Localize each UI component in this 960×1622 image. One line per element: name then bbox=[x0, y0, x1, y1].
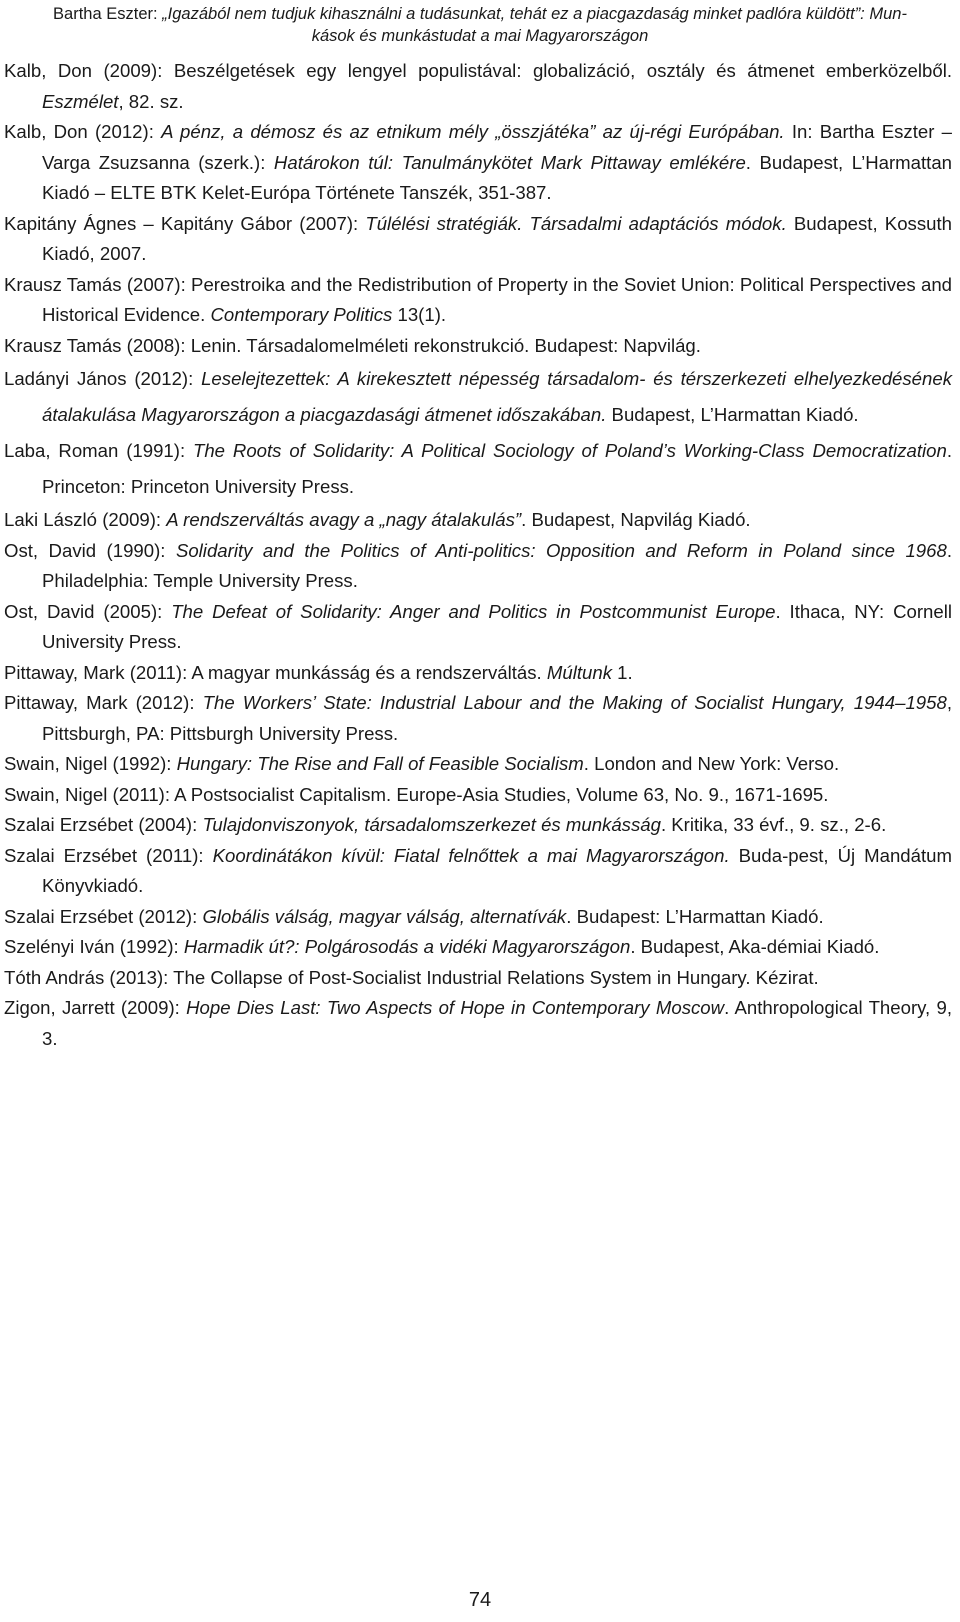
entry-text: Szalai Erzsébet (2011): bbox=[4, 844, 213, 866]
bibliography-entry bbox=[4, 536, 952, 597]
entry-title-italic: Harmadik út?: Polgárosodás a vidéki Magyarországon bbox=[183, 936, 631, 957]
bibliography-list bbox=[4, 56, 952, 1054]
page-number: 74 bbox=[468, 1589, 492, 1611]
entry-text: . London and New York: Verso. bbox=[583, 753, 840, 774]
entry-text: Buda-pest, Új Mandátum Könyvkiadó. bbox=[42, 844, 952, 896]
bibliography-entry bbox=[4, 688, 952, 749]
running-header bbox=[0, 3, 960, 47]
entry-title-italic: A rendszerváltás avagy a „nagy átalakulás” bbox=[166, 509, 522, 530]
bibliography-entry bbox=[4, 658, 952, 689]
entry-title-italic: Hungary: The Rise and Fall of Feasible Socialism bbox=[176, 753, 584, 774]
entry-text: Swain, Nigel (1992): bbox=[4, 753, 177, 774]
entry-text: In: Bartha Eszter – Varga Zsuzsanna (szerk.): bbox=[42, 121, 953, 173]
header-title-part-1: „Igazából nem tudjuk kihasználni a tudásunkat, tehát ez a piacgazdaság minket padlóra küldött”: Mun- bbox=[162, 5, 907, 23]
entry-text: Kapitány Ágnes – Kapitány Gábor (2007): bbox=[4, 212, 366, 234]
entry-text: Budapest, Kossuth Kiadó, 2007. bbox=[42, 212, 952, 264]
entry-text: , 82. sz. bbox=[118, 90, 184, 112]
bibliography-entry bbox=[4, 932, 952, 963]
entry-text: Zigon, Jarrett (2009): bbox=[4, 997, 187, 1018]
entry-text: . Princeton: Princeton University Press. bbox=[42, 440, 952, 497]
entry-title-italic: The Workers’ State: Industrial Labour and the Making of Socialist Hungary, 1944–1958 bbox=[202, 692, 947, 713]
entry-text: Budapest, L’Harmattan Kiadó. bbox=[606, 404, 859, 425]
bibliography-entry bbox=[4, 270, 952, 331]
bibliography-entry bbox=[4, 993, 952, 1054]
bibliography-entry bbox=[4, 963, 952, 994]
header-author: Bartha Eszter: bbox=[53, 5, 163, 23]
entry-title-italic: Tulajdonviszonyok, társadalomszerkezet és munkásság bbox=[202, 814, 661, 835]
entry-text: . Anthropological Theory, 9, 3. bbox=[42, 997, 952, 1049]
bibliography-entry bbox=[4, 749, 952, 780]
entry-text: Ladányi János (2012): bbox=[4, 368, 202, 389]
entry-text: . Budapest, Aka-démiai Kiadó. bbox=[630, 936, 880, 957]
entry-title-italic: Contemporary Politics bbox=[210, 304, 393, 325]
entry-text: Szelényi Iván (1992): bbox=[4, 936, 184, 957]
entry-text: Pittaway, Mark (2011): A magyar munkásság és a rendszerváltás. bbox=[4, 661, 547, 683]
running-header-line-1 bbox=[0, 3, 960, 25]
entry-text: Szalai Erzsébet (2004): bbox=[4, 814, 203, 835]
entry-text: Ost, David (2005): bbox=[4, 600, 172, 622]
entry-text: 1. bbox=[612, 661, 633, 683]
entry-title-italic: Solidarity and the Politics of Anti-politics: Opposition and Reform in Poland since 1968 bbox=[175, 539, 947, 561]
entry-text: . Kritika, 33 évf., 9. sz., 2-6. bbox=[660, 814, 887, 835]
entry-text: . Budapest, L’Harmattan Kiadó – ELTE BTK Kelet-Európa Története Tanszék, 351-387. bbox=[42, 151, 953, 203]
bibliography-entry bbox=[4, 117, 952, 209]
entry-text: Pittaway, Mark (2012): bbox=[4, 692, 203, 713]
entry-text: . Budapest, Napvilág Kiadó. bbox=[521, 509, 751, 530]
bibliography-entry bbox=[4, 902, 952, 933]
entry-text: Swain, Nigel (2011): A Postsocialist Capitalism. Europe-Asia Studies, Volume 63, No. 9., 1671-1695. bbox=[4, 783, 829, 805]
entry-title-italic: Koordinátákon kívül: Fiatal felnőttek a mai Magyarországon. bbox=[212, 844, 730, 866]
entry-text: Szalai Erzsébet (2012): bbox=[4, 905, 203, 927]
entry-text: Kalb, Don (2012): bbox=[4, 121, 162, 142]
bibliography-entry bbox=[4, 209, 952, 270]
bibliography-entry bbox=[4, 810, 952, 841]
entry-title-italic: The Defeat of Solidarity: Anger and Politics in Postcommunist Europe bbox=[171, 600, 776, 622]
entry-title-italic: Múltunk bbox=[546, 661, 613, 683]
bibliography-entry bbox=[4, 597, 952, 658]
entry-text: . Ithaca, NY: Cornell University Press. bbox=[42, 600, 953, 652]
entry-text: Kalb, Don (2009): Beszélgetések egy lengyel populistával: globalizáció, osztály és átmenet emberközelből. bbox=[4, 60, 952, 81]
entry-text: Tóth András (2013): The Collapse of Post-Socialist Industrial Relations System in Hungary. Kézirat. bbox=[4, 966, 819, 988]
bibliography-entry bbox=[4, 505, 952, 536]
bibliography-entry bbox=[4, 433, 952, 505]
entry-title-italic: Határokon túl: Tanulmánykötet Mark Pittaway emlékére bbox=[273, 151, 746, 173]
entry-text: Laki László (2009): bbox=[4, 509, 167, 530]
entry-title-italic: Túlélési stratégiák. Társadalmi adaptációs módok. bbox=[365, 212, 787, 234]
bibliography-entry bbox=[4, 780, 952, 811]
bibliography-entry bbox=[4, 56, 952, 117]
entry-text: . Philadelphia: Temple University Press. bbox=[42, 539, 952, 591]
entry-title-italic: Hope Dies Last: Two Aspects of Hope in Contemporary Moscow bbox=[186, 997, 725, 1018]
entry-text: Krausz Tamás (2007): Perestroika and the Redistribution of Property in the Soviet Union: Political Perspectives and Historical Evidence. bbox=[4, 273, 952, 325]
entry-text: Laba, Roman (1991): bbox=[4, 440, 193, 461]
entry-text: . Budapest: L’Harmattan Kiadó. bbox=[566, 905, 824, 927]
header-title-part-2: kások és munkástudat a mai Magyarországon bbox=[311, 27, 649, 45]
entry-title-italic: Eszmélet bbox=[42, 90, 119, 112]
bibliography-entry bbox=[4, 841, 952, 902]
entry-title-italic: Leselejtezettek: A kirekesztett népesség társadalom- és térszerkezeti elhelyezkedésének átalakulása Magyarországon a piacgazdasági átmenet időszakában. bbox=[42, 368, 952, 425]
entry-title-italic: The Roots of Solidarity: A Political Sociology of Poland’s Working-Class Democratization bbox=[192, 440, 947, 461]
bibliography-entry bbox=[4, 361, 952, 433]
entry-title-italic: Globális válság, magyar válság, alternatívák bbox=[202, 905, 567, 927]
entry-text: Ost, David (1990): bbox=[4, 539, 176, 561]
entry-text: , Pittsburgh, PA: Pittsburgh University Press. bbox=[42, 692, 952, 744]
entry-text: Krausz Tamás (2008): Lenin. Társadalomelméleti rekonstrukció. Budapest: Napvilág. bbox=[4, 334, 701, 356]
entry-text: 13(1). bbox=[392, 304, 447, 325]
bibliography-entry bbox=[4, 331, 952, 362]
entry-title-italic: A pénz, a démosz és az etnikum mély „összjátéka” az új-régi Európában. bbox=[161, 121, 785, 142]
